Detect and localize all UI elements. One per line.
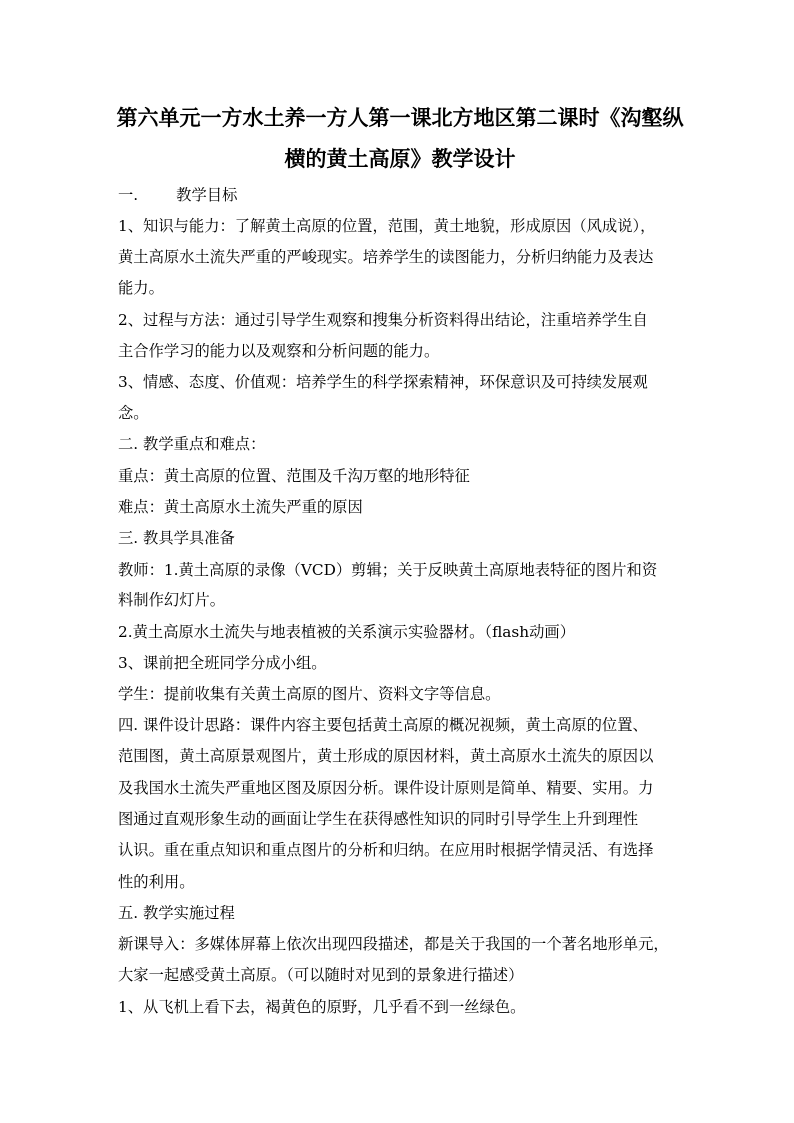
paragraph-line: 黄土高原水土流失严重的严峻现实。培养学生的读图能力，分析归纳能力及表达	[118, 248, 654, 266]
paragraph-line: 新课导入：多媒体屏幕上依次出现四段描述，都是关于我国的一个著名地形单元，	[118, 935, 669, 953]
paragraph-line: 认识。重在重点知识和重点图片的分析和归纳。在应用时根据学情灵活、有选择	[118, 841, 654, 859]
section-heading-objectives	[118, 185, 237, 205]
section-number: 一.	[118, 186, 139, 204]
document-title-line-1: 第六单元一方水土养一方人第一课北方地区第二课时《沟壑纵	[116, 105, 684, 130]
paragraph-line: 教师：1.黄土高原的录像（VCD）剪辑；关于反映黄土高原地表特征的图片和资	[118, 561, 658, 579]
paragraph-line: 学生：提前收集有关黄土高原的图片、资料文字等信息。	[118, 685, 501, 703]
paragraph-line: 能力。	[118, 279, 164, 297]
paragraph-line: 四. 课件设计思路：课件内容主要包括黄土高原的概况视频，黄土高原的位置、	[118, 716, 648, 734]
document-title-line-2: 横的黄土高原》教学设计	[284, 146, 516, 171]
section-heading-materials: 三. 教具学具准备	[118, 529, 235, 547]
paragraph-line: 3、情感、态度、价值观：培养学生的科学探索精神，环保意识及可持续发展观	[118, 373, 648, 391]
paragraph-line: 性的利用。	[118, 873, 195, 891]
paragraph-line: 2.黄土高原水土流失与地表植被的关系演示实验器材。（flash动画）	[118, 623, 575, 641]
paragraph-line: 料制作幻灯片。	[118, 591, 226, 609]
section-title: 教学目标	[176, 186, 238, 204]
paragraph-line: 3、课前把全班同学分成小组。	[118, 654, 327, 672]
paragraph-line: 重点：黄土高原的位置、范围及千沟万壑的地形特征	[118, 467, 470, 485]
section-heading-key-points: 二. 教学重点和难点：	[118, 435, 266, 453]
paragraph-line: 及我国水土流失严重地区图及原因分析。课件设计原则是简单、精要、实用。力	[118, 779, 654, 797]
paragraph-line: 1、从飞机上看下去，褐黄色的原野，几乎看不到一丝绿色。	[118, 998, 526, 1016]
section-heading-process: 五. 教学实施过程	[118, 904, 235, 922]
paragraph-line: 2、过程与方法：通过引导学生观察和搜集分析资料得出结论，注重培养学生自	[118, 311, 648, 329]
paragraph-line: 范围图，黄土高原景观图片，黄土形成的原因材料，黄土高原水土流失的原因以	[118, 747, 654, 765]
paragraph-line: 大家一起感受黄土高原。（可以随时对见到的景象进行描述）	[118, 966, 524, 984]
paragraph-line: 难点：黄土高原水土流失严重的原因	[118, 498, 363, 516]
paragraph-line: 1、知识与能力：了解黄土高原的位置，范围，黄土地貌，形成原因（风成说），	[118, 217, 656, 235]
paragraph-line: 主合作学习的能力以及观察和分析问题的能力。	[118, 342, 440, 360]
paragraph-line: 图通过直观形象生动的画面让学生在获得感性知识的同时引导学生上升到理性	[118, 810, 639, 828]
paragraph-line: 念。	[118, 404, 149, 422]
